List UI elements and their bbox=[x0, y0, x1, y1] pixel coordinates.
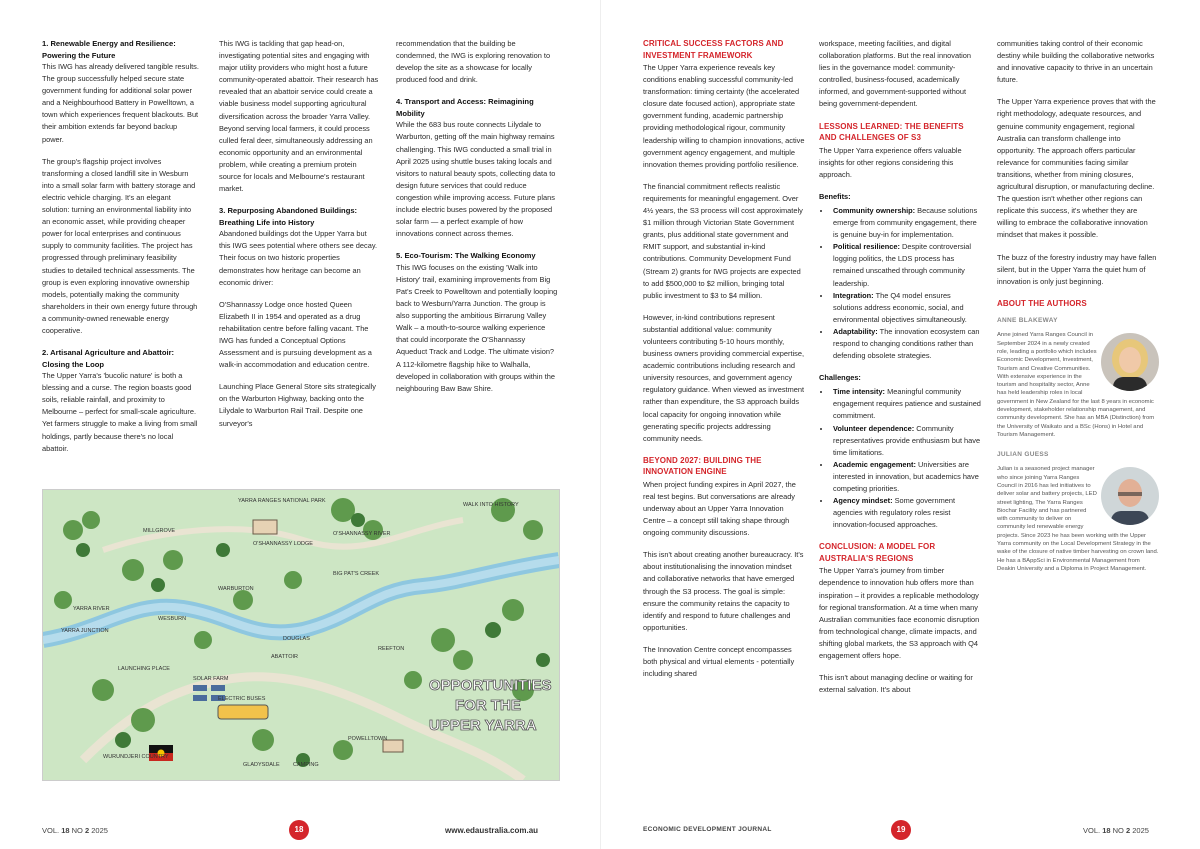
benefits-list bbox=[819, 205, 981, 362]
beyond-2027-heading: BEYOND 2027: BUILDING THE INNOVATION ENGINE bbox=[643, 455, 762, 477]
right-column-3 bbox=[997, 38, 1159, 573]
upper-yarra-illustrated-map bbox=[42, 489, 560, 781]
paragraph: The Upper Yarra experience reveals key conditions enabling successful community-led transformation: timing certainty (the accelerated closure date focused action), appropriate state government funding, academic partnership providing methodological rigour, community leadership willing to champion innovations, active government agency engagement, and multiple innovation themes providing portfolio resilience. bbox=[643, 63, 805, 169]
map-label: YARRA RANGES NATIONAL PARK bbox=[238, 498, 326, 504]
page-number-badge: 19 bbox=[891, 820, 911, 840]
paragraph: The Upper Yarra's 'bucolic nature' is both a blessing and a curse. The region boasts good soils, reliable rainfall, and proximity to Melbourne – perfect for small-scale agriculture. Yet farmers struggle to make a living from small holdings, partly because there's no local abattoir. bbox=[42, 371, 198, 453]
paragraph: O'Shannassy Lodge once hosted Queen Elizabeth II in 1954 and operated as a drug rehabilitation centre before falling vacant. The IWG has funded a Conceptual Options Assessment and is pursuing development as a walk-in accommodation and education centre. bbox=[219, 299, 372, 370]
vol-number: 18 bbox=[1102, 826, 1111, 835]
map-label: ELECTRIC BUSES bbox=[218, 696, 266, 702]
list-item bbox=[831, 386, 981, 422]
section-4-heading: 4. Transport and Access: Reimagining Mobility bbox=[396, 97, 534, 118]
map-label: SOLAR FARM bbox=[193, 676, 229, 682]
author-photo bbox=[1101, 467, 1159, 525]
list-text: The Q4 model ensures solutions address economic, social, and environmental objectives simultaneously. bbox=[833, 290, 967, 324]
paragraph: The Innovation Centre concept encompasses both physical and virtual elements - potentially including shared bbox=[643, 644, 795, 679]
paragraph: communities taking control of their economic destiny while building the collaborative networks and innovative capacity to thrive in an uncertain future. bbox=[997, 39, 1155, 85]
list-term: Volunteer dependence: bbox=[833, 423, 915, 433]
left-column-2 bbox=[219, 38, 379, 440]
map-label: CAMPING bbox=[293, 762, 319, 768]
map-label: WESBURN bbox=[158, 616, 187, 622]
paragraph: This isn't about creating another bureaucracy. It's about institutionalising the innovation mindset and collaborative networks that have emerged through the S3 process. The goal is simple: ensure the community retains the capacity to identify and respond to future challenges and opportunities. bbox=[643, 550, 804, 632]
list-item bbox=[831, 423, 981, 459]
list-item bbox=[831, 241, 981, 289]
author-bio bbox=[997, 331, 1159, 439]
issue-number: 2 bbox=[84, 826, 90, 835]
list-text: Community representatives provide enthusiasm but have time limitations. bbox=[833, 423, 981, 457]
map-label: BIG PAT'S CREEK bbox=[333, 571, 380, 577]
map-label: YARRA RIVER bbox=[73, 606, 110, 612]
list-term: Political resilience: bbox=[833, 242, 900, 252]
map-title-line-1: OPPORTUNITIES bbox=[429, 677, 552, 694]
map-label: O'SHANNASSY LODGE bbox=[253, 541, 313, 547]
paragraph: The group's flagship project involves transforming a closed landfill site in Wesburn into a small solar farm with battery storage and electric vehicle charging. It's an elegant solution: turning an environmental liability into an economic asset, while providing cheaper power for local enterprises and continuous supply to community facilities. The project has progressed through preliminary feasibility studies to detailed technical assessments. The group is even exploring innovative ownership models, potentially making the community shareholders in their own energy future through a community-owned renewable energy cooperative. bbox=[42, 156, 198, 335]
paragraph: The Upper Yarra's journey from timber dependence to innovation hub offers more than inspiration – it provides a replicable methodology for regional transformation. At a time when many Australian communities face economic disruption from technological change, climate impacts, and shifting global markets, the S3 approach with Q4 engagement offers hope. bbox=[819, 566, 980, 661]
map-title-line-2: FOR THE bbox=[455, 697, 521, 714]
paragraph: While the 683 bus route connects Lilydale to Warburton, getting off the main highway remains challenging. This IWG conducted a small trial in April 2025 using shuttle buses taking locals and visitors to natural beauty spots, collecting data to design future services that could reduce congestion while improving access. Future plans include electric buses powered by the proposed solar farm — a perfect example of how innovations connect across themes. bbox=[396, 120, 556, 239]
author-bio-text: Anne joined Yarra Ranges Council in September 2024 in a newly created role, leading a portfolio which includes Economic Development, Investment, Tourism and Creative Communities. With extensive experience in the tourism and hospitality sector, Anne has held leadership roles in local government in New Zealand for the last 8 years in economic development, stakeholder relationship management, and community development. She has an MBA (Distinction) from the University of Waikato and a BSc (Hons) in Hotel and Tourism Management. bbox=[997, 332, 1155, 438]
list-text: Some government agencies with regulatory roles resist innovation-focused approaches. bbox=[833, 496, 956, 530]
about-authors-heading: ABOUT THE AUTHORS bbox=[997, 298, 1087, 308]
map-label: WURUNDJERI COUNTRY bbox=[103, 754, 169, 760]
paragraph: The buzz of the forestry industry may have fallen silent, but in the Upper Yarra the quiet hum of innovation is only just beginning. bbox=[997, 252, 1157, 286]
map-label: MILLGROVE bbox=[143, 528, 176, 534]
paragraph: Launching Place General Store sits strategically on the Warburton Highway, backing onto the Lilydale to Warburton Rail Trail. Despite one surveyor's bbox=[219, 382, 376, 428]
list-text: Despite controversial logging politics, the LDS process has remained unscathed through community leadership. bbox=[833, 242, 972, 288]
map-title-line-3: UPPER YARRA bbox=[429, 717, 537, 734]
left-footer-issue bbox=[42, 826, 108, 835]
critical-success-heading: CRITICAL SUCCESS FACTORS AND INVESTMENT FRAMEWORK bbox=[643, 39, 784, 60]
paragraph: Abandoned buildings dot the Upper Yarra but this IWG sees potential where others see decay. Their focus on two historic properties demonstrates how heritage can become an economic driver: bbox=[219, 229, 378, 287]
list-text: Because solutions emerge from community engagement, there is genuine buy-in for implementation. bbox=[833, 205, 978, 240]
list-term: Adaptability: bbox=[833, 326, 878, 336]
author-name: ANNE BLAKEWAY bbox=[997, 317, 1058, 325]
list-item bbox=[831, 326, 981, 362]
left-column-1 bbox=[42, 38, 200, 465]
map-illustration bbox=[43, 490, 559, 780]
paragraph: The Upper Yarra experience offers valuable insights for other regions considering this approach. bbox=[819, 145, 962, 179]
vol-label: VOL. bbox=[1083, 826, 1101, 835]
list-term: Time intensity: bbox=[833, 387, 886, 397]
right-column-2 bbox=[819, 38, 981, 706]
list-item bbox=[831, 290, 981, 326]
conclusion-heading: CONCLUSION: A MODEL FOR AUSTRALIA'S REGIONS bbox=[819, 542, 936, 563]
list-text: The innovation ecosystem can respond to changing conditions rather than defending obsolete strategies. bbox=[833, 326, 980, 361]
author-name: JULIAN GUESS bbox=[997, 451, 1049, 459]
website-link[interactable]: www.edaustralia.com.au bbox=[445, 826, 539, 835]
list-item bbox=[831, 459, 981, 495]
paragraph: This isn't about managing decline or waiting for external salvation. It's about bbox=[819, 673, 973, 695]
list-text: Universities are interested in innovation, but academics have competing priorities. bbox=[833, 459, 979, 493]
paragraph: However, in-kind contributions represent substantial additional value: community volunteers contributing 5-10 hours monthly, business owners providing commercial expertise, academic contributions including research and university resources, and government agency regulatory guidance. When viewed as investment rather than expenditure, the S3 approach builds local capacity for ongoing innovation while generating specific projects addressing community needs. bbox=[643, 312, 805, 443]
list-term: Community ownership: bbox=[833, 205, 916, 215]
section-1-heading: 1. Renewable Energy and Resilience: Powering the Future bbox=[42, 39, 176, 60]
author-bio-text: Julian is a seasoned project manager who since joining Yarra Ranges Council in 2016 has led initiatives to deliver solar and battery projects, LED street lighting, The Yarra Ranges Biochar Facility and has partnered with community to deliver on community led renewable energy projects. Since 2023 he has been working with the Upper Yarra community on the Local Development Strategy in the wake of the closure of native timber harvesting on crown land. He has a BAppSci in Environmental Management from Deakin University and a Diploma in Project Management. bbox=[997, 466, 1159, 572]
list-term: Integration: bbox=[833, 290, 874, 300]
section-2-heading: 2. Artisanal Agriculture and Abattoir: Closing the Loop bbox=[42, 348, 175, 369]
list-term: Academic engagement: bbox=[833, 459, 916, 469]
section-5-heading: 5. Eco-Tourism: The Walking Economy bbox=[396, 251, 536, 261]
paragraph: This IWG is tackling that gap head-on, investigating potential sites and engaging with major utility providers who might host a future community-operated abattoir. Their research has revealed that an abattoir service could create a viable business model supporting agricultural diversification across the broader Yarra Valley. Beyond serving local farmers, it could process culled feral deer, simultaneously addressing an economic opportunity and an environmental problem, while creating a premium protein source for locals and Melbourne's restaurant market. bbox=[219, 39, 379, 194]
map-label: WALK INTO HISTORY bbox=[463, 502, 519, 508]
author-photo bbox=[1101, 333, 1159, 391]
no-label: NO bbox=[71, 826, 83, 835]
paragraph: The Upper Yarra experience proves that with the right methodology, adequate resources, and genuine community engagement, regional Australia can transform challenge into opportunity. The approach offers particular relevance for communities facing similar transitions, whether from mining closures, agricultural disruption, or manufacturing decline. The question isn't whether other regions can replicate this success, it's whether they are willing to embrace the collaborative innovation mindset that makes it possible. bbox=[997, 97, 1156, 240]
paragraph: recommendation that the building be condemned, the IWG is exploring renovation to develop the site as a showcase for locally produced food and drink. bbox=[396, 39, 551, 85]
issue-year: 2025 bbox=[1132, 826, 1149, 835]
list-text: Meaningful community engagement requires patience and sustained commitment. bbox=[833, 387, 981, 421]
right-column-1 bbox=[643, 38, 805, 690]
left-column-3 bbox=[396, 38, 558, 405]
map-label: DOUGLAS bbox=[283, 636, 310, 642]
map-label: ABATTOIR bbox=[271, 654, 298, 660]
paragraph: This IWG has already delivered tangible results. The group successfully helped secure state government funding for additional solar power and a Neighbourhood Battery in Powelltown, a town which experiences frequent blackouts. But their ambition extends far beyond backup power. bbox=[42, 62, 199, 144]
list-item bbox=[831, 205, 981, 241]
issue-year: 2025 bbox=[91, 826, 108, 835]
paragraph: The financial commitment reflects realistic requirements for meaningful engagement. Over 4½ years, the S3 process will cost approximately $1 million through Victorian State Government grants, plus additional state government and RMIT support, and substantial in-kind contributions. Community Development Fund (Stream 2) grants for IWG projects are expected to add $500,000 to $2 million, bringing total public investment to $3 to $4 million. bbox=[643, 181, 803, 300]
map-label: LAUNCHING PLACE bbox=[118, 666, 170, 672]
map-label: POWELLTOWN bbox=[348, 736, 388, 742]
page-number-badge: 18 bbox=[289, 820, 309, 840]
lessons-learned-heading: LESSONS LEARNED: THE BENEFITS AND CHALLENGES OF S3 bbox=[819, 121, 964, 143]
map-label: GLADYSDALE bbox=[243, 762, 280, 768]
map-label: REEFTON bbox=[378, 646, 405, 652]
paragraph: When project funding expires in April 2027, the real test begins. But conversations are already underway about an Upper Yarra Innovation Centre – a concept still taking shape through ongoing community discussions. bbox=[643, 479, 796, 538]
list-item bbox=[831, 495, 981, 531]
no-label: NO bbox=[1112, 826, 1124, 835]
anne-blakeway-portrait bbox=[1101, 333, 1159, 391]
paragraph: This IWG focuses on the existing 'Walk into History' trail, examining improvements from Big Pat's Creek to Powelltown and potentially looping back to Wesburn/Yarra Junction. The group is also supporting the ambitious Birrarung Valley Walk – a mouth-to-source walking experience that could incorporate the O'Shannassy Aqueduct Track and Lodge. The ultimate vision? A 112-kilometre flagship hike to Walhalla, developed in collaboration with groups within the neighbouring Baw Baw Shire. bbox=[396, 262, 558, 393]
challenges-label: Challenges: bbox=[819, 373, 861, 383]
map-label: WARBURTON bbox=[218, 586, 254, 592]
right-page bbox=[600, 0, 1200, 849]
right-footer-issue bbox=[1083, 826, 1149, 835]
benefits-label: Benefits: bbox=[819, 191, 851, 201]
julian-guess-portrait bbox=[1101, 467, 1159, 525]
issue-number: 2 bbox=[1125, 826, 1131, 835]
section-3-heading: 3. Repurposing Abandoned Buildings: Breathing Life into History bbox=[219, 206, 358, 227]
author-bio bbox=[997, 465, 1159, 573]
vol-label: VOL. bbox=[42, 826, 60, 835]
map-label: O'SHANNASSY RIVER bbox=[333, 531, 391, 537]
journal-name: ECONOMIC DEVELOPMENT JOURNAL bbox=[643, 826, 772, 833]
vol-number: 18 bbox=[61, 826, 70, 835]
list-term: Agency mindset: bbox=[833, 496, 893, 506]
map-label: YARRA JUNCTION bbox=[61, 628, 109, 634]
paragraph: workspace, meeting facilities, and digital collaboration platforms. But the real innovation lies in the governance model: community-controlled, business-focused, academically informed, and government-supported without being government-dependent. bbox=[819, 39, 972, 109]
challenges-list bbox=[819, 386, 981, 531]
